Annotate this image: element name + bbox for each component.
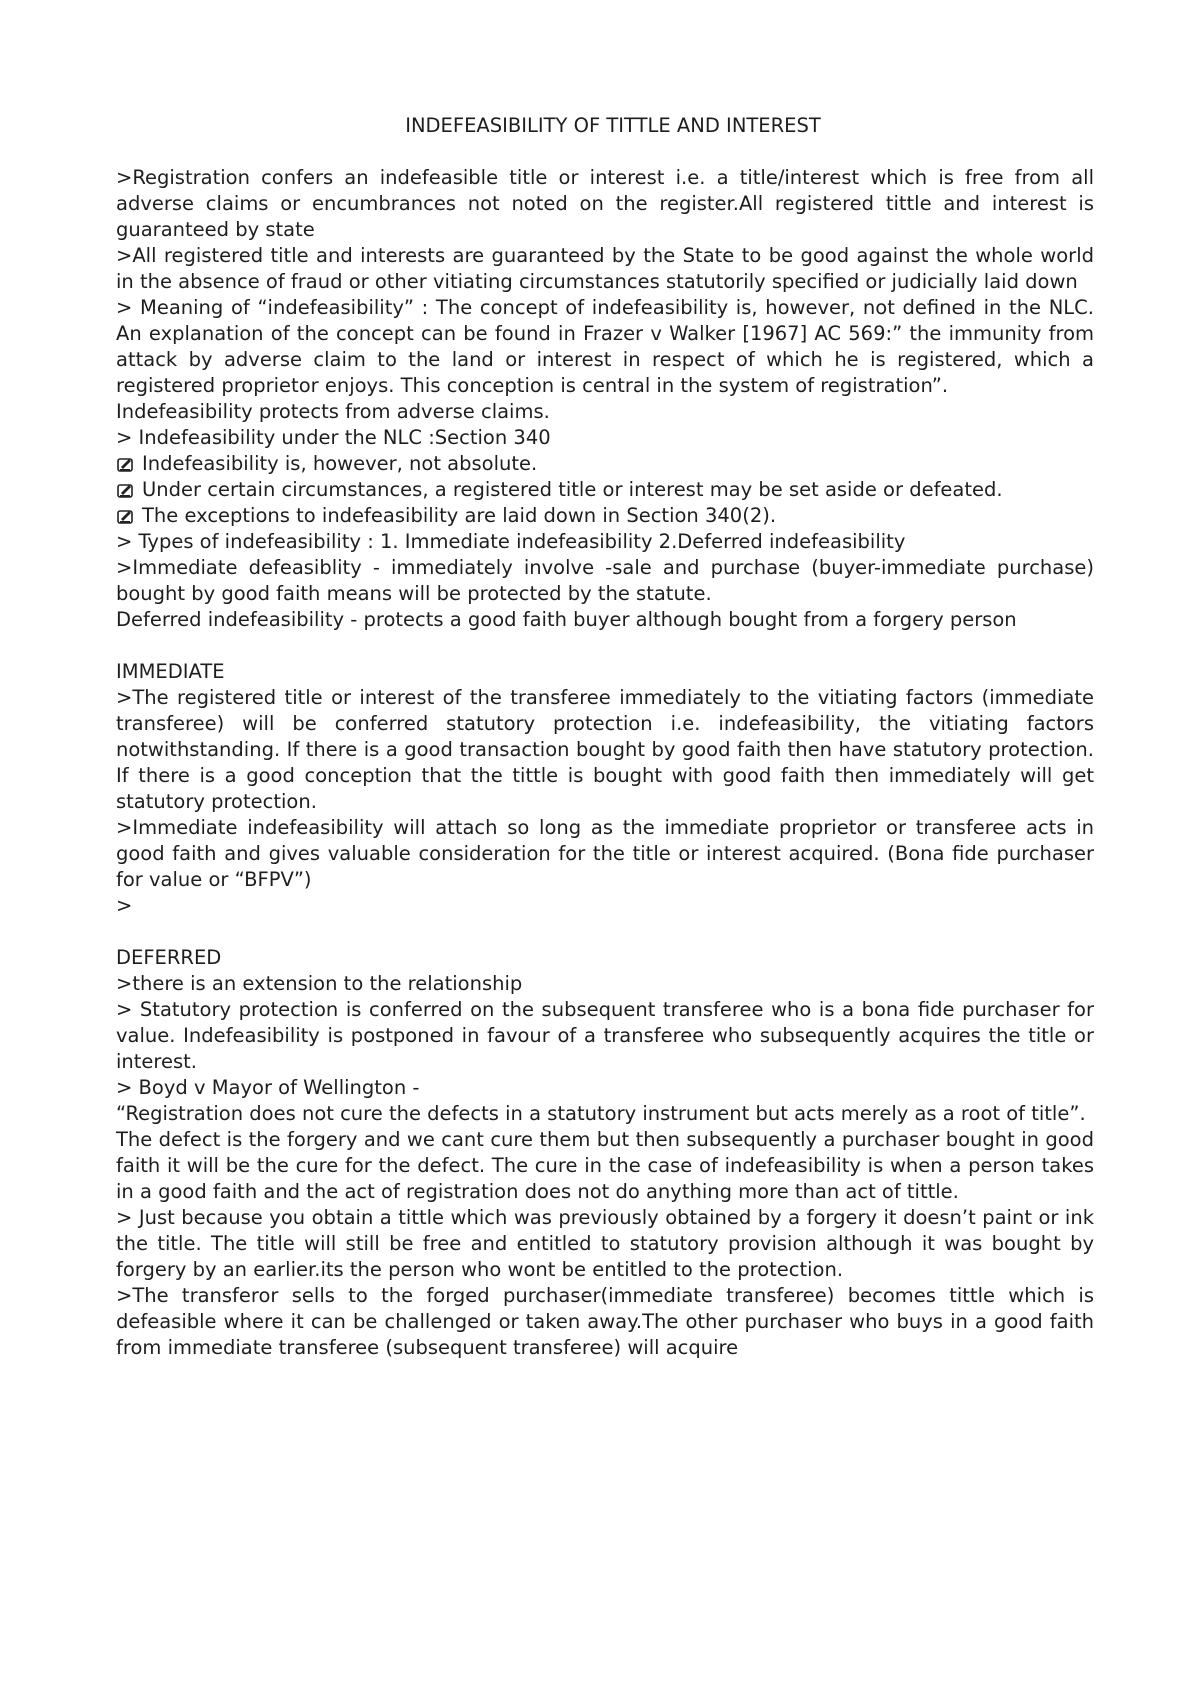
paragraph	[116, 1075, 1094, 1101]
paragraph-text: >Immediate indefeasibility will attach so long as the immediate proprietor or transferee acts in good faith and gives valuable consideration for the title or interest acquired. (Bona fide purchaser for value or “BFPV”)	[116, 816, 1094, 891]
paragraph-text: IMMEDIATE	[116, 660, 225, 683]
paragraph-text: > Boyd v Mayor of Wellington -	[116, 1076, 420, 1099]
paragraph	[116, 997, 1094, 1075]
paragraph	[116, 971, 1094, 997]
paragraph	[116, 399, 1094, 425]
blank-line	[116, 633, 1094, 659]
paragraph-text: >The transferor sells to the forged purchaser(immediate transferee) becomes tittle which is defeasible where it can be challenged or taken away.The other purchaser who buys in a good faith from immediate transferee (subsequent transferee) will acquire	[116, 1284, 1094, 1359]
paragraph	[116, 1205, 1094, 1283]
paragraph-text: >Immediate defeasiblity - immediately involve -sale and purchase (buyer-immediate purchase) bought by good faith means will be protected by the statute.	[116, 556, 1094, 605]
paragraph-text: >The registered title or interest of the transferee immediately to the vitiating factors (immediate transferee) will be conferred statutory protection i.e. indefeasibility, the vitiating factors notwithstanding. If there is a good transaction bought by good faith then have statutory protection. If there is a good conception that the tittle is bought with good faith then immediately will get statutory protection.	[116, 686, 1094, 813]
paragraph	[116, 815, 1094, 893]
paragraph	[116, 1283, 1094, 1361]
paragraph	[116, 503, 1094, 529]
paragraph-text: > Meaning of “indefeasibility” : The concept of indefeasibility is, however, not defined in the NLC. An explanation of the concept can be found in Frazer v Walker [1967] AC 569:” the immunity from attack by adverse claim to the land or interest in respect of which he is registered, which a registered proprietor enjoys. This conception is central in the system of registration”.	[116, 296, 1094, 397]
paragraph-text: >Registration confers an indefeasible title or interest i.e. a title/interest which is free from all adverse claims or encumbrances not noted on the register.All registered tittle and interest is guaranteed by state	[116, 166, 1094, 241]
paragraph-text: > Types of indefeasibility : 1. Immediate indefeasibility 2.Deferred indefeasibility	[116, 530, 906, 553]
pen-icon	[116, 507, 136, 525]
paragraph-text: Under certain circumstances, a registered title or interest may be set aside or defeated.	[142, 478, 1003, 501]
paragraph-text: The exceptions to indefeasibility are laid down in Section 340(2).	[142, 504, 777, 527]
paragraph-text: > Just because you obtain a tittle which was previously obtained by a forgery it doesn’t paint or ink the title. The title will still be free and entitled to statutory provision although it was bought by forgery by an earlier.its the person who wont be entitled to the protection.	[116, 1206, 1094, 1281]
paragraph	[116, 529, 1094, 555]
paragraph	[116, 425, 1094, 451]
paragraph	[116, 451, 1094, 477]
paragraph	[116, 477, 1094, 503]
paragraph-text: >	[116, 894, 133, 917]
paragraph	[116, 555, 1094, 607]
paragraph	[116, 685, 1094, 815]
paragraph	[116, 893, 1094, 919]
paragraph	[116, 295, 1094, 399]
paragraph	[116, 1101, 1094, 1127]
pen-icon	[116, 455, 136, 473]
paragraph-text: The defect is the forgery and we cant cure them but then subsequently a purchaser bought in good faith it will be the cure for the defect. The cure in the case of indefeasibility is when a person takes in a good faith and the act of registration does not do anything more than act of tittle.	[116, 1128, 1094, 1203]
paragraph	[116, 243, 1094, 295]
paragraph-text: >All registered title and interests are guaranteed by the State to be good against the whole world in the absence of fraud or other vitiating circumstances statutorily specified or judicially laid down	[116, 244, 1094, 293]
paragraph	[116, 659, 1094, 685]
document-title: INDEFEASIBILITY OF TITTLE AND INTEREST	[405, 114, 821, 137]
paragraph-text: Indefeasibility protects from adverse claims.	[116, 400, 550, 423]
paragraph	[116, 165, 1094, 243]
paragraph-text: >there is an extension to the relationship	[116, 972, 523, 995]
paragraph-text: “Registration does not cure the defects in a statutory instrument but acts merely as a root of title”.	[116, 1102, 1086, 1125]
paragraph-text: Deferred indefeasibility - protects a good faith buyer although bought from a forgery person	[116, 608, 1017, 631]
paragraph-text: DEFERRED	[116, 946, 222, 969]
paragraph-text: > Statutory protection is conferred on the subsequent transferee who is a bona fide purchaser for value. Indefeasibility is postponed in favour of a transferee who subsequently acquires the title or interest.	[116, 998, 1094, 1073]
document-body	[116, 165, 1094, 1361]
pen-icon	[116, 481, 136, 499]
paragraph	[116, 1127, 1094, 1205]
paragraph-text: > Indefeasibility under the NLC :Section 340	[116, 426, 551, 449]
blank-line	[116, 919, 1094, 945]
paragraph	[116, 607, 1094, 633]
paragraph-text: Indefeasibility is, however, not absolute.	[142, 452, 538, 475]
paragraph	[116, 945, 1094, 971]
